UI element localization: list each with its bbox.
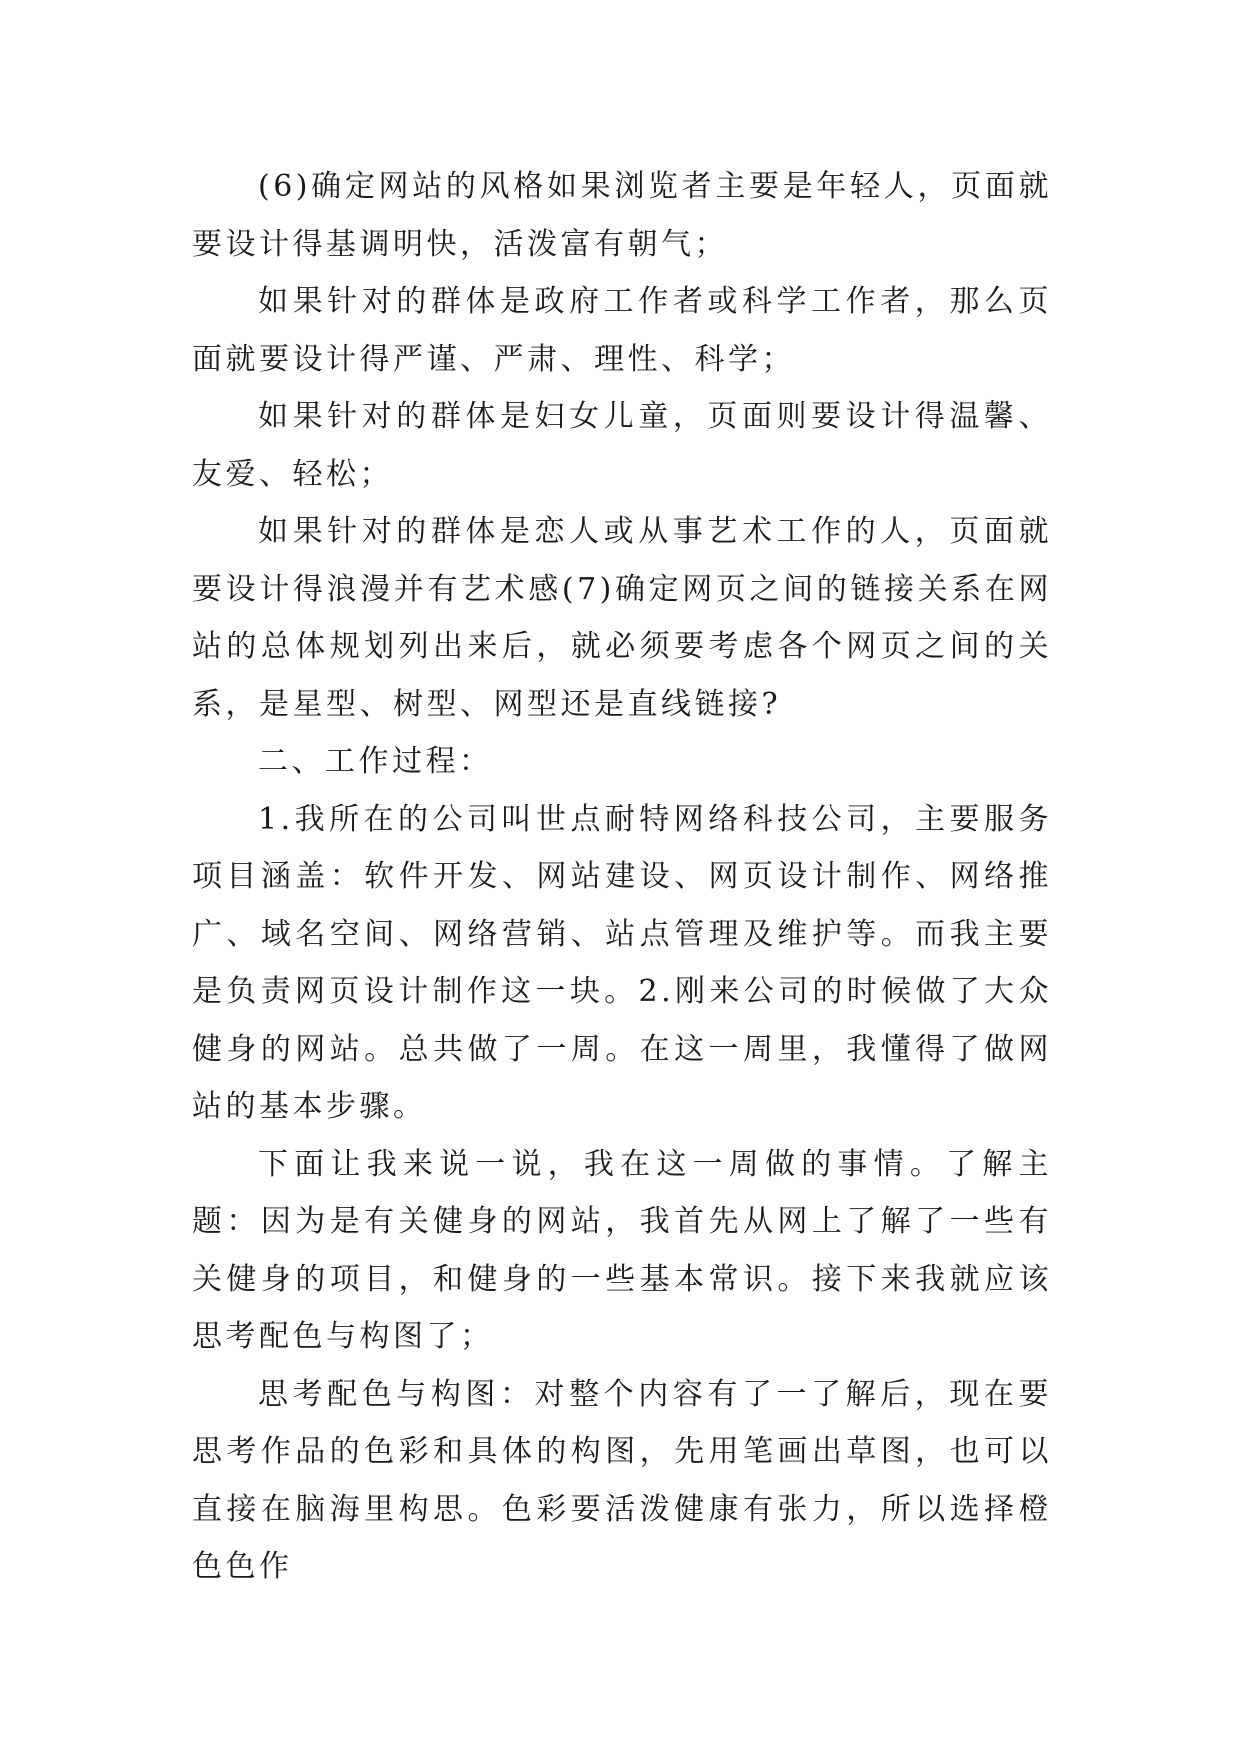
paragraph-women-children: 如果针对的群体是妇女儿童，页面则要设计得温馨、友爱、轻松； bbox=[192, 399, 1052, 492]
document-body bbox=[192, 158, 1052, 1596]
paragraph-site-style: (6)确定网站的风格如果浏览者主要是年轻人，页面就要设计得基调明快，活泼富有朝气； bbox=[192, 169, 1052, 262]
paragraph-government-audience: 如果针对的群体是政府工作者或科学工作者，那么页面就要设计得严谨、严肃、理性、科学； bbox=[192, 284, 1052, 377]
paragraph-artists-links: 如果针对的群体是恋人或从事艺术工作的人，页面就要设计得浪漫并有艺术感(7)确定网页之间的链接关系在网站的总体规划列出来后，就必须要考虑各个网页之间的关系，是星型、树型、网型还是直线链接? bbox=[192, 514, 1052, 722]
section-heading-work-process: 二、工作过程： bbox=[258, 744, 493, 779]
paragraph-week-work: 下面让我来说一说，我在这一周做的事情。了解主题：因为是有关健身的网站，我首先从网上了解了一些有关健身的项目，和健身的一些基本常识。接下来我就应该思考配色与构图了； bbox=[192, 1146, 1052, 1354]
paragraph-color-layout: 思考配色与构图：对整个内容有了一了解后，现在要思考作品的色彩和具体的构图，先用笔画出草图，也可以直接在脑海里构思。色彩要活泼健康有张力，所以选择橙色色作 bbox=[192, 1376, 1052, 1584]
paragraph-company-intro: 1.我所在的公司叫世点耐特网络科技公司，主要服务项目涵盖：软件开发、网站建设、网页设计制作、网络推广、域名空间、网络营销、站点管理及维护等。而我主要是负责网页设计制作这一块。2.刚来公司的时候做了大众健身的网站。总共做了一周。在这一周里，我懂得了做网站的基本步骤。 bbox=[192, 801, 1052, 1124]
